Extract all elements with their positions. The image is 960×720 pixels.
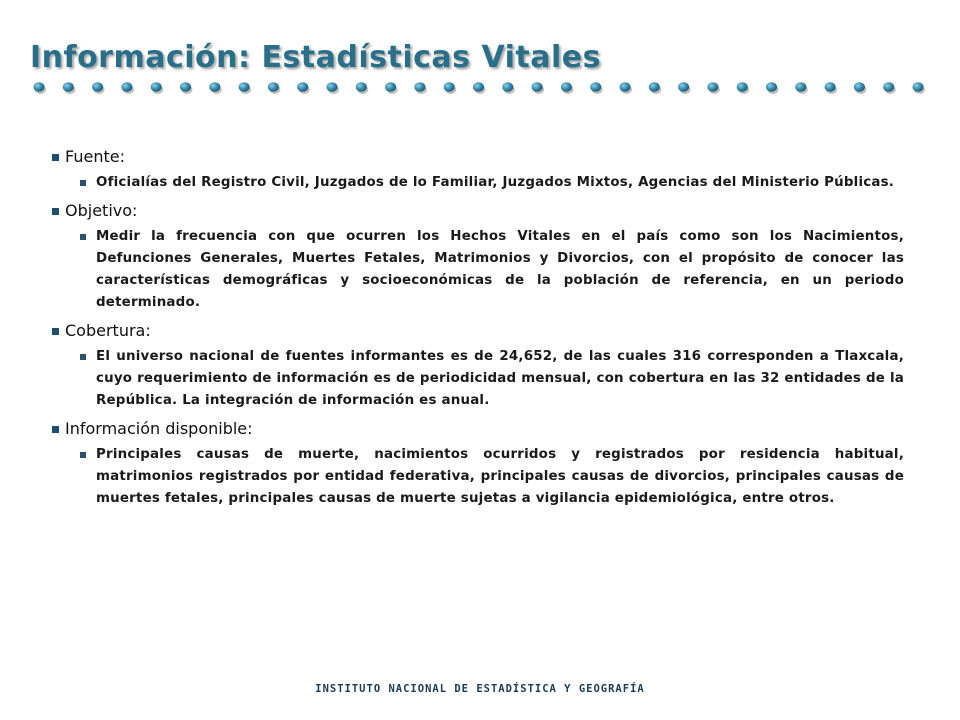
dot <box>678 82 689 92</box>
dot <box>473 82 484 92</box>
item-text: Medir la frecuencia con que ocurren los Hechos Vitales en el país como son los Nacimientos, Defunciones Generales, Muertes Fetales, Matrimonios y Divorcios, con el propósito de conocer las características demográficas y socioeconómicas de la población de referencia, en un periodo determinado. <box>96 229 904 310</box>
square-bullet-icon <box>52 426 59 433</box>
dot <box>297 82 308 92</box>
list-item <box>80 346 904 412</box>
square-bullet-icon <box>52 328 59 335</box>
heading-text: Información disponible: <box>65 419 253 438</box>
dot <box>737 82 748 92</box>
item-text: Oficialías del Registro Civil, Juzgados de lo Familiar, Juzgados Mixtos, Agencias del Ministerio Públicas. <box>96 175 895 190</box>
section-cobertura <box>52 320 904 412</box>
content-area <box>52 146 904 516</box>
dot <box>180 82 191 92</box>
heading-text: Objetivo: <box>65 201 138 220</box>
dot <box>444 82 455 92</box>
dot <box>825 82 836 92</box>
dot <box>414 82 425 92</box>
dot <box>268 82 279 92</box>
section-heading <box>52 200 904 222</box>
dot <box>502 82 513 92</box>
square-bullet-icon <box>80 354 86 360</box>
section-heading <box>52 418 904 440</box>
page-title: Información: Estadísticas Vitales <box>30 40 602 75</box>
footer-institution: INSTITUTO NACIONAL DE ESTADÍSTICA Y GEOGRAFÍA <box>315 683 645 695</box>
decorative-dot-divider <box>30 78 930 98</box>
square-bullet-icon <box>52 208 59 215</box>
section-fuente <box>52 146 904 194</box>
square-bullet-icon <box>52 154 59 161</box>
section-heading <box>52 320 904 342</box>
dot <box>795 82 806 92</box>
dot <box>209 82 220 92</box>
dot <box>590 82 601 92</box>
dot <box>532 82 543 92</box>
dot <box>766 82 777 92</box>
dot <box>649 82 660 92</box>
dot <box>92 82 103 92</box>
list-item <box>80 444 904 510</box>
heading-text: Fuente: <box>65 147 125 166</box>
heading-text: Cobertura: <box>65 321 151 340</box>
dot <box>356 82 367 92</box>
section-informacion-disponible <box>52 418 904 510</box>
item-text: Principales causas de muerte, nacimientos ocurridos y registrados por residencia habitual, matrimonios registrados por entidad federativa, principales causas de divorcios, principales causas de muertes fetales, principales causas de muerte sujetas a vigilancia epidemiológica, entre otros. <box>96 447 904 506</box>
dot <box>883 82 894 92</box>
dot <box>63 82 74 92</box>
dot <box>385 82 396 92</box>
square-bullet-icon <box>80 452 86 458</box>
dot <box>561 82 572 92</box>
list-item <box>80 172 904 194</box>
dot <box>151 82 162 92</box>
dot <box>854 82 865 92</box>
dot <box>913 82 924 92</box>
square-bullet-icon <box>80 234 86 240</box>
dot <box>34 82 45 92</box>
item-text: El universo nacional de fuentes informantes es de 24,652, de las cuales 316 corresponden a Tlaxcala, cuyo requerimiento de información es de periodicidad mensual, con cobertura en las 32 entidades de la República. La integración de información es anual. <box>96 349 904 408</box>
section-objetivo <box>52 200 904 314</box>
section-heading <box>52 146 904 168</box>
list-item <box>80 226 904 314</box>
square-bullet-icon <box>80 180 86 186</box>
dot <box>707 82 718 92</box>
dot <box>620 82 631 92</box>
dot <box>121 82 132 92</box>
dot <box>239 82 250 92</box>
dot <box>327 82 338 92</box>
